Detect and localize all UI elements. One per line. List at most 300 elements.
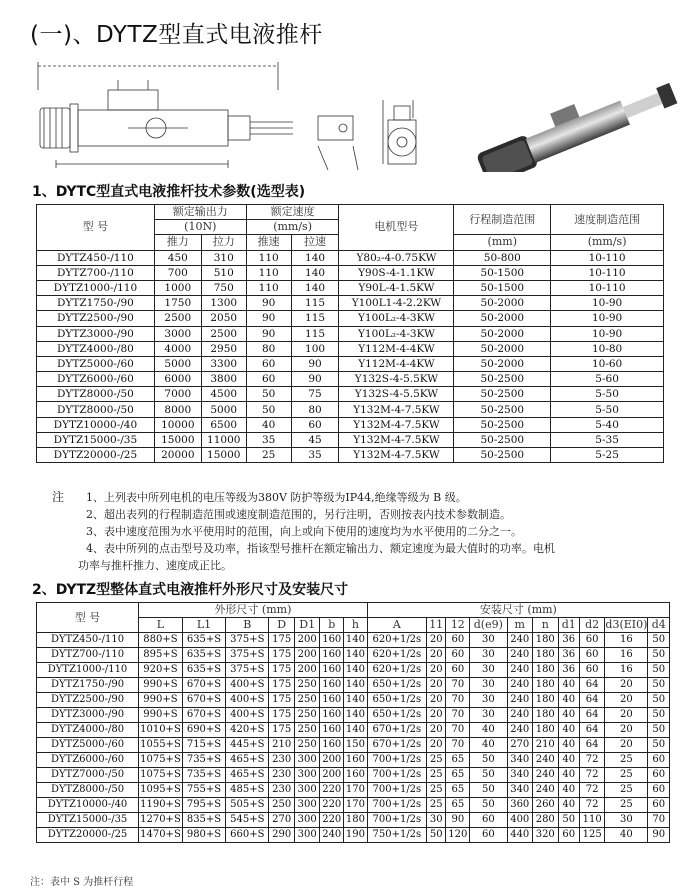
table-cell: 180 <box>533 723 559 738</box>
table-cell: 230 <box>269 753 295 768</box>
table-cell: 175 <box>269 663 295 678</box>
table-cell: 140 <box>291 265 339 280</box>
table-cell: 735+S <box>182 753 225 768</box>
model-cell: DYTZ6000-/60 <box>37 372 155 387</box>
table-cell: 5-35 <box>551 432 664 447</box>
table-cell: 175 <box>269 723 295 738</box>
model-cell: DYTZ4000-/80 <box>37 723 139 738</box>
table-cell: 545+S <box>226 813 269 828</box>
table-cell: 150 <box>344 738 368 753</box>
table-cell: 375+S <box>226 633 269 648</box>
table-cell: 160 <box>344 753 368 768</box>
table-cell: Y112M-4-4KW <box>339 356 454 371</box>
table-cell: 620+1/2s <box>367 663 426 678</box>
table-cell: 1750 <box>154 296 201 311</box>
table-cell: 16 <box>605 648 648 663</box>
table-cell: 7000 <box>154 387 201 402</box>
table-cell: 620+1/2s <box>367 633 426 648</box>
header-speed-range-unit: (mm/s) <box>551 235 664 250</box>
footnote: 注：表中 S 为推杆行程 <box>30 877 134 888</box>
table-cell: 110 <box>246 265 291 280</box>
column-header: b <box>320 618 344 633</box>
table-cell: 25 <box>605 783 648 798</box>
table-cell: 1075+S <box>139 768 183 783</box>
table-cell: 8000 <box>154 402 201 417</box>
table-cell: 70 <box>446 723 470 738</box>
table-cell: 990+S <box>139 693 183 708</box>
table-cell: 3300 <box>201 356 246 371</box>
technical-drawing <box>28 60 418 180</box>
table-cell: 60 <box>291 417 339 432</box>
table-cell: 1000 <box>154 280 201 295</box>
table-cell: 10-80 <box>551 341 664 356</box>
table-cell: 50 <box>648 663 670 678</box>
table-cell: 90 <box>291 356 339 371</box>
table-cell: 10-110 <box>551 265 664 280</box>
table-cell: 240 <box>507 708 533 723</box>
table-cell: 20 <box>426 648 446 663</box>
table-cell: 30 <box>470 678 507 693</box>
table-cell: 180 <box>533 663 559 678</box>
table-cell: Y132M-4-7.5KW <box>339 417 454 432</box>
table-cell: 220 <box>320 813 344 828</box>
table-cell: 160 <box>320 633 344 648</box>
table-cell: 180 <box>533 693 559 708</box>
table-cell: 5-25 <box>551 448 664 463</box>
table-cell: 160 <box>320 693 344 708</box>
table-cell: 4500 <box>201 387 246 402</box>
table-cell: 40 <box>558 738 579 753</box>
table-cell: 670+S <box>182 678 225 693</box>
table-cell: 735+S <box>182 768 225 783</box>
table-cell: 300 <box>294 768 320 783</box>
table-cell: 25 <box>426 798 446 813</box>
table-cell: 270 <box>269 813 295 828</box>
header-install: 安装尺寸 (mm) <box>367 603 669 618</box>
table-cell: 360 <box>507 798 533 813</box>
header-push-speed: 推速 <box>246 235 291 250</box>
model-cell: DYTZ5000-/60 <box>37 356 155 371</box>
table-cell: 160 <box>320 723 344 738</box>
table-cell: 60 <box>470 828 507 843</box>
table-cell: 445+S <box>226 738 269 753</box>
note-item: 2、超出表列的行程制造范围或速度制造范围的，另行注明，否则按表内技术参数制造。 <box>86 508 511 521</box>
table-cell: Y100L₂-4-3KW <box>339 326 454 341</box>
table-cell: 290 <box>269 828 295 843</box>
column-header: L <box>139 618 183 633</box>
table-cell: 60 <box>648 783 670 798</box>
table-cell: 4000 <box>154 341 201 356</box>
table-cell: 1095+S <box>139 783 183 798</box>
header-model: 型 号 <box>37 205 155 251</box>
table-cell: 6000 <box>154 372 201 387</box>
table-cell: 36 <box>558 633 579 648</box>
table-cell: 50 <box>470 753 507 768</box>
table-cell: 50 <box>648 678 670 693</box>
table-cell: 60 <box>558 828 579 843</box>
table-cell: 100 <box>291 341 339 356</box>
table-cell: 60 <box>579 648 605 663</box>
table-row <box>37 768 670 783</box>
spec-table <box>36 204 664 463</box>
table-cell: 5-50 <box>551 402 664 417</box>
table-cell: 70 <box>446 678 470 693</box>
table-cell: 36 <box>558 648 579 663</box>
table-cell: 50-2500 <box>454 387 551 402</box>
table-cell: Y132S-4-5.5KW <box>339 372 454 387</box>
table-cell: 240 <box>507 663 533 678</box>
table-cell: 510 <box>201 265 246 280</box>
table-cell: 90 <box>246 311 291 326</box>
table-cell: 16 <box>605 633 648 648</box>
table-cell: 320 <box>533 828 559 843</box>
table-cell: 880+S <box>139 633 183 648</box>
table-cell: 40 <box>558 753 579 768</box>
table-cell: 50-800 <box>454 250 551 265</box>
model-cell: DYTZ450-/110 <box>37 250 155 265</box>
table-cell: 60 <box>648 798 670 813</box>
header-pull-speed: 拉速 <box>291 235 339 250</box>
table-cell: 20000 <box>154 448 201 463</box>
table-cell: 90 <box>446 813 470 828</box>
table-cell: 6500 <box>201 417 246 432</box>
model-cell: DYTZ6000-/60 <box>37 753 139 768</box>
table-cell: Y100L₂-4-3KW <box>339 311 454 326</box>
table-row <box>37 783 670 798</box>
column-header: n <box>533 618 559 633</box>
table-cell: 240 <box>507 693 533 708</box>
model-cell: DYTZ1000-/110 <box>37 280 155 295</box>
model-cell: DYTZ2500-/90 <box>37 311 155 326</box>
table-cell: 50 <box>470 783 507 798</box>
header-force-unit: (10N) <box>154 220 246 235</box>
table-cell: 20 <box>605 738 648 753</box>
table-cell: 650+1/2s <box>367 708 426 723</box>
table-cell: 300 <box>294 813 320 828</box>
table-cell: Y80₂-4-0.75KW <box>339 250 454 265</box>
table-row <box>37 828 670 843</box>
table-row <box>37 448 664 463</box>
table-cell: 140 <box>344 663 368 678</box>
table-cell: 64 <box>579 708 605 723</box>
model-cell: DYTZ700-/110 <box>37 648 139 663</box>
table-row <box>37 723 670 738</box>
table-cell: 15000 <box>154 432 201 447</box>
table-cell: 64 <box>579 678 605 693</box>
table-cell: 25 <box>426 783 446 798</box>
table-cell: 635+S <box>182 648 225 663</box>
model-cell: DYTZ8000-/50 <box>37 783 139 798</box>
table-cell: 10-90 <box>551 326 664 341</box>
table-row <box>37 813 670 828</box>
table-cell: 3800 <box>201 372 246 387</box>
table-cell: 310 <box>201 250 246 265</box>
table-cell: 50 <box>470 768 507 783</box>
table-cell: 10-90 <box>551 311 664 326</box>
header-force: 额定输出力 <box>154 205 246 220</box>
table-row <box>37 738 670 753</box>
table-row <box>37 402 664 417</box>
table-cell: 635+S <box>182 633 225 648</box>
table-cell: 50 <box>648 738 670 753</box>
table-row <box>37 663 670 678</box>
table-cell: 5-40 <box>551 417 664 432</box>
table-cell: 210 <box>533 738 559 753</box>
model-cell: DYTZ450-/110 <box>37 633 139 648</box>
table-cell: 160 <box>320 708 344 723</box>
table-row <box>37 693 670 708</box>
table-cell: 60 <box>648 768 670 783</box>
table-cell: 110 <box>246 250 291 265</box>
table-cell: 210 <box>269 738 295 753</box>
table-cell: 64 <box>579 738 605 753</box>
column-header: 11 <box>426 618 446 633</box>
table-cell: 45 <box>291 432 339 447</box>
product-photo <box>462 60 682 172</box>
table-cell: 30 <box>470 663 507 678</box>
model-cell: DYTZ15000-/35 <box>37 813 139 828</box>
table-cell: 20 <box>605 678 648 693</box>
table-cell: 65 <box>446 753 470 768</box>
table-cell: 140 <box>344 678 368 693</box>
table-cell: 650+1/2s <box>367 678 426 693</box>
table-row <box>37 265 664 280</box>
table-cell: 300 <box>294 828 320 843</box>
table-row <box>37 753 670 768</box>
notes-label: 注 <box>52 490 65 504</box>
table-cell: 990+S <box>139 678 183 693</box>
table-cell: 20 <box>605 708 648 723</box>
header-push: 推力 <box>154 235 201 250</box>
table-cell: 15000 <box>201 448 246 463</box>
table-cell: 40 <box>246 417 291 432</box>
column-header: h <box>344 618 368 633</box>
table-cell: 505+S <box>226 798 269 813</box>
table-cell: 160 <box>344 768 368 783</box>
table-cell: 35 <box>246 432 291 447</box>
table-row <box>37 708 670 723</box>
table-cell: 10-60 <box>551 356 664 371</box>
column-header: d(e9) <box>470 618 507 633</box>
model-cell: DYTZ8000-/50 <box>37 387 155 402</box>
table-cell: 700+1/2s <box>367 813 426 828</box>
table-cell: 440 <box>507 828 533 843</box>
table-cell: 65 <box>446 783 470 798</box>
table-cell: 20 <box>426 738 446 753</box>
table-cell: 1075+S <box>139 753 183 768</box>
table-cell: 1055+S <box>139 738 183 753</box>
table-cell: 240 <box>533 753 559 768</box>
table-cell: 10-110 <box>551 250 664 265</box>
table-cell: 240 <box>507 723 533 738</box>
model-cell: DYTZ10000-/40 <box>37 798 139 813</box>
table-cell: 420+S <box>226 723 269 738</box>
column-header: d2 <box>579 618 605 633</box>
table-cell: 16 <box>605 663 648 678</box>
table-cell: 240 <box>507 678 533 693</box>
header-stroke-range: 行程制造范围 <box>454 205 551 235</box>
table-cell: 50 <box>648 723 670 738</box>
table-cell: Y112M-4-4KW <box>339 341 454 356</box>
table-cell: 175 <box>269 708 295 723</box>
table-cell: 260 <box>533 798 559 813</box>
table-cell: 60 <box>470 813 507 828</box>
table-row <box>37 798 670 813</box>
table-cell: 125 <box>579 828 605 843</box>
table-cell: 175 <box>269 648 295 663</box>
table-cell: 400+S <box>226 708 269 723</box>
table-cell: 50-2500 <box>454 402 551 417</box>
table-cell: 50-1500 <box>454 265 551 280</box>
header-outline: 外形尺寸 (mm) <box>139 603 368 618</box>
table-cell: 375+S <box>226 648 269 663</box>
table-cell: 35 <box>291 448 339 463</box>
table-cell: 5-60 <box>551 372 664 387</box>
table-cell: 20 <box>426 678 446 693</box>
table-cell: Y132M-4-7.5KW <box>339 448 454 463</box>
table-cell: 30 <box>426 813 446 828</box>
table-cell: 50-2500 <box>454 372 551 387</box>
table-cell: 1190+S <box>139 798 183 813</box>
table-cell: 2050 <box>201 311 246 326</box>
table-cell: 835+S <box>182 813 225 828</box>
table-cell: 220 <box>320 798 344 813</box>
table-cell: 175 <box>269 693 295 708</box>
model-cell: DYTZ700-/110 <box>37 265 155 280</box>
table-cell: 175 <box>269 633 295 648</box>
table-cell: 700+1/2s <box>367 753 426 768</box>
table-cell: 70 <box>648 813 670 828</box>
table-cell: 250 <box>294 723 320 738</box>
table-cell: 750+1/2s <box>367 828 426 843</box>
table-cell: 115 <box>291 296 339 311</box>
table-cell: 400+S <box>226 678 269 693</box>
table-cell: 280 <box>533 813 559 828</box>
table-cell: 40 <box>470 723 507 738</box>
table-cell: 990+S <box>139 708 183 723</box>
table-cell: 50-2500 <box>454 417 551 432</box>
table-cell: 485+S <box>226 783 269 798</box>
table-cell: 50-2000 <box>454 341 551 356</box>
table-cell: 80 <box>291 402 339 417</box>
table-cell: 250 <box>294 708 320 723</box>
table-cell: 5000 <box>154 356 201 371</box>
table-cell: 20 <box>426 723 446 738</box>
model-cell: DYTZ7000-/50 <box>37 768 139 783</box>
table-cell: 25 <box>605 753 648 768</box>
table-cell: 72 <box>579 798 605 813</box>
model-cell: DYTZ4000-/80 <box>37 341 155 356</box>
table-cell: 10-110 <box>551 280 664 295</box>
table-cell: 895+S <box>139 648 183 663</box>
column-header: L1 <box>182 618 225 633</box>
table-cell: 40 <box>605 828 648 843</box>
table-cell: 715+S <box>182 738 225 753</box>
table-cell: 65 <box>446 768 470 783</box>
table-cell: 250 <box>294 678 320 693</box>
table-cell: 90 <box>648 828 670 843</box>
table-cell: 220 <box>320 783 344 798</box>
table-cell: 72 <box>579 768 605 783</box>
table-cell: 300 <box>294 783 320 798</box>
note-item: 3、表中速度范围为水平使用时的范围，向上或向下使用的速度均为水平使用的二分之一。 <box>86 525 522 538</box>
table-cell: 50-2000 <box>454 296 551 311</box>
table-row <box>37 356 664 371</box>
model-cell: DYTZ3000-/90 <box>37 326 155 341</box>
table-cell: 200 <box>320 768 344 783</box>
table-cell: 50-2500 <box>454 432 551 447</box>
table-cell: 250 <box>294 738 320 753</box>
model-cell: DYTZ1000-/110 <box>37 663 139 678</box>
model-cell: DYTZ5000-/60 <box>37 738 139 753</box>
header-speed: 额定速度 <box>246 205 339 220</box>
column-header: B <box>226 618 269 633</box>
table-cell: 50 <box>246 387 291 402</box>
table-cell: 180 <box>533 648 559 663</box>
table-cell: 175 <box>269 678 295 693</box>
table-cell: 200 <box>294 663 320 678</box>
table-cell: 20 <box>426 633 446 648</box>
header-motor: 电机型号 <box>339 205 454 251</box>
table-row <box>37 432 664 447</box>
table-cell: 60 <box>246 356 291 371</box>
table-row <box>37 341 664 356</box>
table-cell: 200 <box>320 753 344 768</box>
table-cell: 120 <box>446 828 470 843</box>
table-cell: 70 <box>446 708 470 723</box>
table-cell: 700+1/2s <box>367 783 426 798</box>
table-cell: 40 <box>558 693 579 708</box>
table-cell: 140 <box>344 723 368 738</box>
model-cell: DYTZ8000-/50 <box>37 402 155 417</box>
table-cell: 700+1/2s <box>367 768 426 783</box>
table-cell: 240 <box>533 768 559 783</box>
table-cell: 40 <box>558 708 579 723</box>
table-cell: 1470+S <box>139 828 183 843</box>
table-cell: 240 <box>507 633 533 648</box>
table-cell: 72 <box>579 783 605 798</box>
table-cell: 230 <box>269 768 295 783</box>
table-cell: 50 <box>648 708 670 723</box>
dimension-table <box>36 602 670 843</box>
table-row <box>37 678 670 693</box>
column-header: d4 <box>648 618 670 633</box>
table-cell: 20 <box>426 663 446 678</box>
table-cell: 465+S <box>226 768 269 783</box>
table-cell: 340 <box>507 783 533 798</box>
table-cell: 20 <box>426 708 446 723</box>
table-cell: 5-50 <box>551 387 664 402</box>
table-cell: 50-2000 <box>454 356 551 371</box>
table-row <box>37 311 664 326</box>
column-header: d3(EI0) <box>605 618 648 631</box>
table-cell: 40 <box>558 783 579 798</box>
table-cell: 70 <box>446 738 470 753</box>
table-cell: 50 <box>426 828 446 843</box>
table-cell: 25 <box>426 768 446 783</box>
table-cell: Y132M-4-7.5KW <box>339 402 454 417</box>
table-cell: 670+S <box>182 708 225 723</box>
header-speed-range: 速度制造范围 <box>551 205 664 235</box>
table-cell: 465+S <box>226 753 269 768</box>
section2-heading: 2、DYTZ型整体直式电液推杆外形尺寸及安装尺寸 <box>32 582 349 598</box>
table-cell: 90 <box>291 372 339 387</box>
table-row <box>37 417 664 432</box>
table-cell: 140 <box>344 633 368 648</box>
model-cell: DYTZ1750-/90 <box>37 296 155 311</box>
table-cell: 40 <box>558 723 579 738</box>
table-cell: 140 <box>344 648 368 663</box>
